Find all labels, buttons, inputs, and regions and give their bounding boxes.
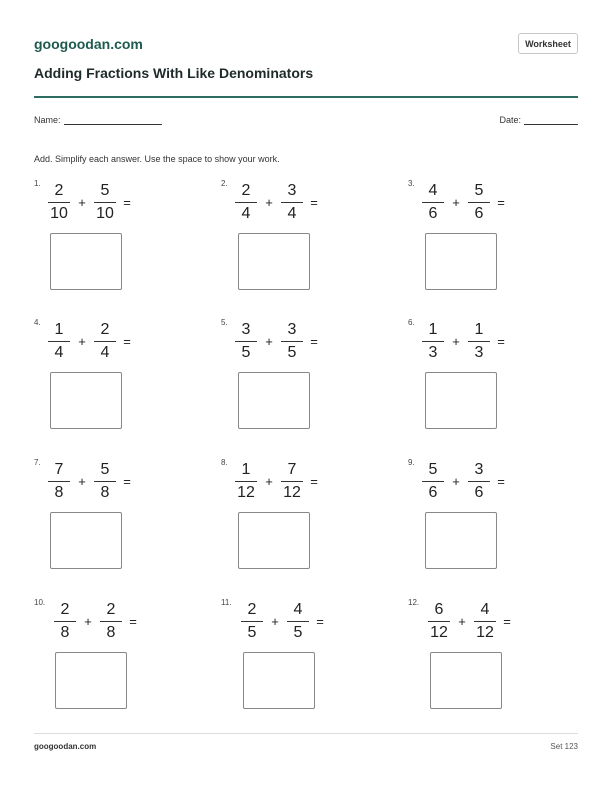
numerator: 2 [106,600,116,618]
footer-divider [34,733,578,734]
equals-sign: = [123,333,131,349]
numerator: 3 [241,320,251,338]
problem-3 [408,179,568,299]
numerator: 2 [247,600,257,618]
fraction-a [235,320,257,363]
equals-sign: = [497,333,505,349]
fraction-a [48,320,70,363]
fraction-bar [468,481,490,482]
fraction-b [287,600,309,643]
fraction-b [94,181,116,224]
denominator: 10 [50,204,68,222]
plus-sign: + [452,194,460,210]
instructions-text: Add. Simplify each answer. Use the space to show your work. [34,154,280,164]
answer-box[interactable] [425,512,497,569]
fraction-expression [235,458,325,504]
fraction-expression [422,318,512,364]
date-label: Date: [499,115,521,125]
problem-number: 1. [34,179,41,188]
fraction-a [422,320,444,363]
numerator: 1 [241,460,251,478]
answer-box[interactable] [50,512,122,569]
fraction-bar [54,621,76,622]
fraction-expression [235,318,325,364]
fraction-bar [422,341,444,342]
fraction-expression [54,598,144,644]
denominator: 12 [283,483,301,501]
denominator: 12 [237,483,255,501]
numerator: 2 [54,181,64,199]
problem-7 [34,458,194,578]
fraction-bar [281,202,303,203]
fraction-bar [94,341,116,342]
equals-sign: = [123,473,131,489]
fraction-bar [94,481,116,482]
problem-1 [34,179,194,299]
fraction-b [281,320,303,363]
denominator: 4 [54,343,64,361]
problem-number: 12. [408,598,420,607]
fraction-bar [428,621,450,622]
problem-number: 3. [408,179,415,188]
answer-box[interactable] [50,372,122,429]
fraction-bar [235,202,257,203]
equals-sign: = [123,194,131,210]
plus-sign: + [265,194,273,210]
name-field [34,115,162,125]
footer-site: googoodan.com [34,742,97,751]
numerator: 4 [428,181,438,199]
fraction-bar [48,341,70,342]
denominator: 5 [247,623,257,641]
equals-sign: = [497,194,505,210]
fraction-a [48,460,70,503]
page-title: Adding Fractions With Like Denominators [34,65,314,81]
denominator: 6 [428,204,438,222]
denominator: 12 [476,623,494,641]
denominator: 5 [293,623,303,641]
fraction-a [235,460,257,503]
answer-box[interactable] [243,652,315,709]
equals-sign: = [316,613,324,629]
problem-number: 7. [34,458,41,467]
answer-box[interactable] [238,372,310,429]
answer-box[interactable] [238,233,310,290]
date-field [499,115,578,125]
plus-sign: + [271,613,279,629]
problem-number: 8. [221,458,228,467]
footer-set-number: Set 123 [550,742,578,751]
fraction-expression [422,179,512,225]
denominator: 3 [474,343,484,361]
fraction-b [468,181,490,224]
fraction-b [94,320,116,363]
numerator: 7 [54,460,64,478]
numerator: 6 [434,600,444,618]
plus-sign: + [78,333,86,349]
problem-number: 4. [34,318,41,327]
problem-12 [408,598,568,718]
fraction-expression [235,179,325,225]
numerator: 4 [480,600,490,618]
answer-box[interactable] [55,652,127,709]
fraction-bar [422,481,444,482]
denominator: 6 [474,204,484,222]
numerator: 4 [293,600,303,618]
fraction-bar [235,341,257,342]
fraction-a [54,600,76,643]
fraction-b [281,181,303,224]
fraction-b [281,460,303,503]
answer-box[interactable] [425,372,497,429]
header-divider [34,96,578,98]
numerator: 5 [100,460,110,478]
problem-5 [221,318,381,438]
equals-sign: = [129,613,137,629]
denominator: 8 [100,483,110,501]
problem-number: 10. [34,598,46,607]
fraction-expression [48,318,138,364]
fraction-a [241,600,263,643]
denominator: 8 [60,623,70,641]
numerator: 1 [54,320,64,338]
fraction-a [48,181,70,224]
denominator: 5 [241,343,251,361]
denominator: 6 [474,483,484,501]
denominator: 12 [430,623,448,641]
numerator: 2 [100,320,110,338]
equals-sign: = [310,194,318,210]
denominator: 8 [106,623,116,641]
fraction-bar [94,202,116,203]
numerator: 1 [474,320,484,338]
fraction-b [468,320,490,363]
denominator: 3 [428,343,438,361]
fraction-bar [241,621,263,622]
name-blank-line[interactable] [64,115,162,125]
equals-sign: = [503,613,511,629]
fraction-bar [474,621,496,622]
denominator: 5 [287,343,297,361]
fraction-expression [422,458,512,504]
brand-logo-text: googoodan.com [34,36,143,52]
fraction-b [468,460,490,503]
problem-number: 9. [408,458,415,467]
numerator: 2 [60,600,70,618]
numerator: 3 [287,320,297,338]
problem-9 [408,458,568,578]
answer-box[interactable] [238,512,310,569]
denominator: 4 [241,204,251,222]
problem-10 [34,598,194,718]
problem-2 [221,179,381,299]
fraction-b [474,600,496,643]
numerator: 2 [241,181,251,199]
fraction-bar [48,481,70,482]
fraction-bar [468,202,490,203]
problem-number: 6. [408,318,415,327]
fraction-bar [235,481,257,482]
fraction-a [422,181,444,224]
problem-4 [34,318,194,438]
name-label: Name: [34,115,61,125]
date-blank-line[interactable] [524,115,578,125]
fraction-bar [281,481,303,482]
numerator: 1 [428,320,438,338]
plus-sign: + [78,194,86,210]
numerator: 3 [474,460,484,478]
fraction-bar [287,621,309,622]
problem-number: 2. [221,179,228,188]
denominator: 4 [100,343,110,361]
fraction-bar [468,341,490,342]
fraction-expression [48,458,138,504]
answer-box[interactable] [50,233,122,290]
equals-sign: = [497,473,505,489]
plus-sign: + [452,473,460,489]
fraction-a [428,600,450,643]
fraction-bar [100,621,122,622]
plus-sign: + [78,473,86,489]
numerator: 5 [474,181,484,199]
numerator: 3 [287,181,297,199]
plus-sign: + [458,613,466,629]
plus-sign: + [265,333,273,349]
denominator: 6 [428,483,438,501]
problem-11 [221,598,381,718]
denominator: 8 [54,483,64,501]
equals-sign: = [310,333,318,349]
fraction-expression [241,598,331,644]
problem-number: 11. [221,598,232,607]
fraction-expression [428,598,518,644]
fraction-a [235,181,257,224]
fraction-bar [48,202,70,203]
denominator: 10 [96,204,114,222]
equals-sign: = [310,473,318,489]
problem-6 [408,318,568,438]
fraction-bar [281,341,303,342]
answer-box[interactable] [425,233,497,290]
fraction-b [94,460,116,503]
worksheet-badge: Worksheet [518,33,578,54]
numerator: 7 [287,460,297,478]
answer-box[interactable] [430,652,502,709]
plus-sign: + [452,333,460,349]
problem-8 [221,458,381,578]
fraction-expression [48,179,138,225]
plus-sign: + [265,473,273,489]
plus-sign: + [84,613,92,629]
fraction-bar [422,202,444,203]
problem-number: 5. [221,318,228,327]
numerator: 5 [100,181,110,199]
numerator: 5 [428,460,438,478]
fraction-a [422,460,444,503]
denominator: 4 [287,204,297,222]
fraction-b [100,600,122,643]
